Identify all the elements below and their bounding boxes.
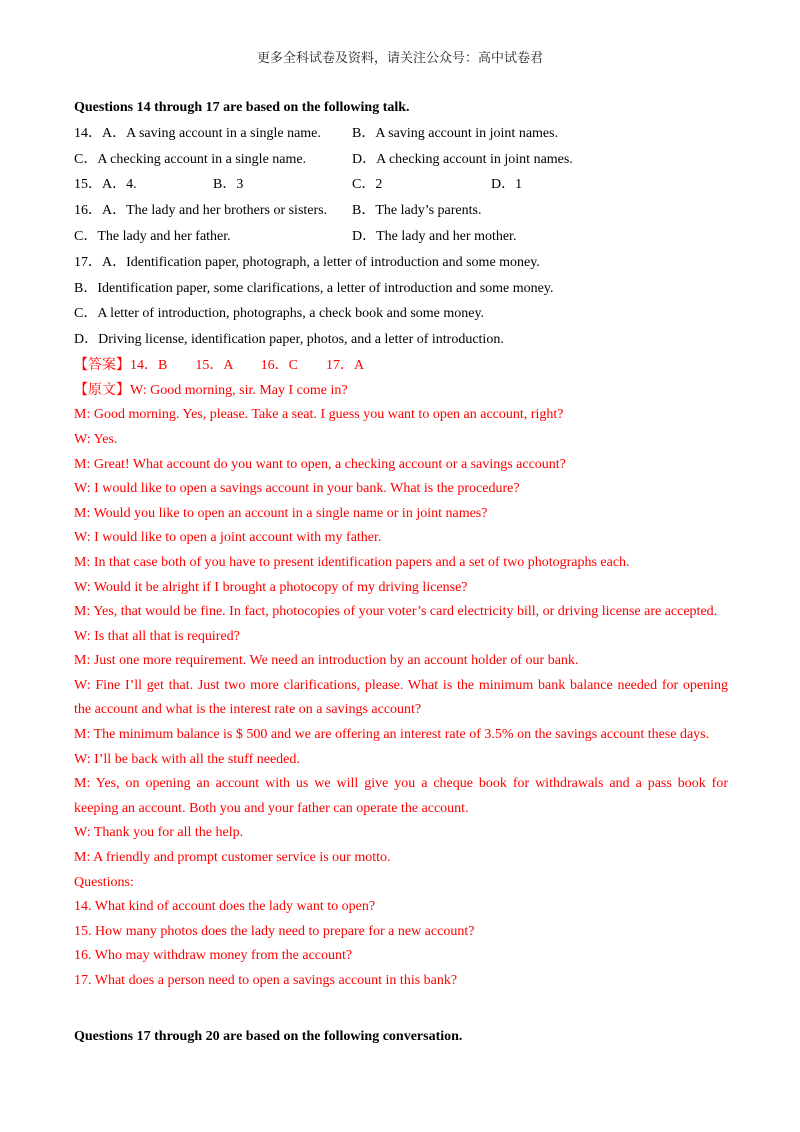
section-title: Questions 14 through 17 are based on the following talk. bbox=[74, 100, 410, 115]
q14-option-b: B．A saving account in joint names. bbox=[352, 125, 559, 141]
questions-label: Questions: bbox=[74, 874, 134, 890]
transcript-question: 14. What kind of account does the lady want to open? bbox=[74, 899, 376, 915]
transcript-line: M: Yes, on opening an account with us we will give you a cheque book for withdrawals and a pass book for bbox=[74, 776, 728, 792]
q15-option-a: 15．A．4. bbox=[74, 177, 137, 193]
transcript-question: 15. How many photos does the lady need to prepare for a new account? bbox=[74, 923, 475, 939]
q14-option-d: D．A checking account in joint names. bbox=[352, 151, 573, 167]
spacer bbox=[74, 994, 728, 1024]
q17-option-b: B．Identification paper, some clarifications, a letter of introduction and some money. bbox=[74, 280, 554, 296]
q16-option-a: 16．A．The lady and her brothers or sisters. bbox=[74, 203, 328, 219]
q15-option-b: B．3 bbox=[213, 177, 244, 193]
q14-option-a: 14．A．A saving account in a single name. bbox=[74, 125, 321, 141]
page-header: 更多全科试卷及资料，请关注公众号：高中试卷君 bbox=[256, 51, 543, 66]
q15-option-d: D．1 bbox=[491, 177, 523, 193]
document-body bbox=[74, 95, 728, 1049]
transcript-line: W: Is that all that is required? bbox=[74, 628, 240, 644]
transcript-line: keeping an account. Both you and your father can operate the account. bbox=[74, 800, 469, 816]
transcript-line: 【原文】W: Good morning, sir. May I come in? bbox=[74, 382, 348, 398]
q16-option-c: C．The lady and her father. bbox=[74, 228, 231, 244]
transcript-line: M: Would you like to open an account in a single name or in joint names? bbox=[74, 505, 488, 521]
answer-key: 【答案】14．B 15．A 16．C 17．A bbox=[74, 357, 365, 373]
section-title: Questions 17 through 20 are based on the following conversation. bbox=[74, 1028, 463, 1044]
question-16-row-2 bbox=[74, 224, 728, 250]
q17-option-d: D．Driving license, identification paper, photos, and a letter of introduction. bbox=[74, 332, 504, 348]
q14-option-c: C．A checking account in a single name. bbox=[74, 151, 307, 167]
q17-option-c: C．A letter of introduction, photographs, a check book and some money. bbox=[74, 306, 485, 322]
transcript-line: M: Just one more requirement. We need an introduction by an account holder of our bank. bbox=[74, 653, 579, 669]
transcript-line: W: Yes. bbox=[74, 431, 118, 447]
question-14-row-2 bbox=[74, 147, 728, 173]
q16-option-d: D．The lady and her mother. bbox=[352, 228, 517, 244]
transcript-question: 16. Who may withdraw money from the account? bbox=[74, 948, 353, 964]
transcript-line: W: I’ll be back with all the stuff needed. bbox=[74, 751, 300, 767]
transcript-line: W: I would like to open a joint account with my father. bbox=[74, 530, 382, 546]
q16-option-b: B．The lady’s parents. bbox=[352, 203, 482, 219]
transcript-line: W: Would it be alright if I brought a photocopy of my driving license? bbox=[74, 579, 468, 595]
transcript-line: W: Fine I’ll get that. Just two more clarifications, please. What is the minimum bank balance needed for opening bbox=[74, 677, 728, 693]
question-16-row-1 bbox=[74, 198, 728, 224]
transcript-line: M: Yes, that would be fine. In fact, photocopies of your voter’s card electricity bill, or driving license are accepted. bbox=[74, 604, 718, 620]
transcript-question: 17. What does a person need to open a savings account in this bank? bbox=[74, 973, 458, 989]
transcript-line: M: Good morning. Yes, please. Take a seat. I guess you want to open an account, right? bbox=[74, 407, 564, 423]
q17-option-a: 17．A．Identification paper, photograph, a letter of introduction and some money. bbox=[74, 254, 540, 270]
transcript-line: M: Great! What account do you want to open, a checking account or a savings account? bbox=[74, 456, 566, 472]
transcript-line: W: I would like to open a savings account in your bank. What is the procedure? bbox=[74, 481, 520, 497]
q15-option-c: C．2 bbox=[352, 177, 383, 193]
question-15-row bbox=[74, 172, 728, 198]
transcript-line: W: Thank you for all the help. bbox=[74, 825, 244, 841]
transcript-line: M: In that case both of you have to present identification papers and a set of two photographs each. bbox=[74, 554, 630, 570]
transcript bbox=[74, 379, 728, 994]
transcript-line: M: The minimum balance is $ 500 and we are offering an interest rate of 3.5% on the savings account these days. bbox=[74, 727, 710, 743]
question-14-row-1 bbox=[74, 121, 728, 147]
transcript-line: the account and what is the interest rate on a savings account? bbox=[74, 702, 422, 718]
transcript-line: M: A friendly and prompt customer service is our motto. bbox=[74, 850, 391, 866]
